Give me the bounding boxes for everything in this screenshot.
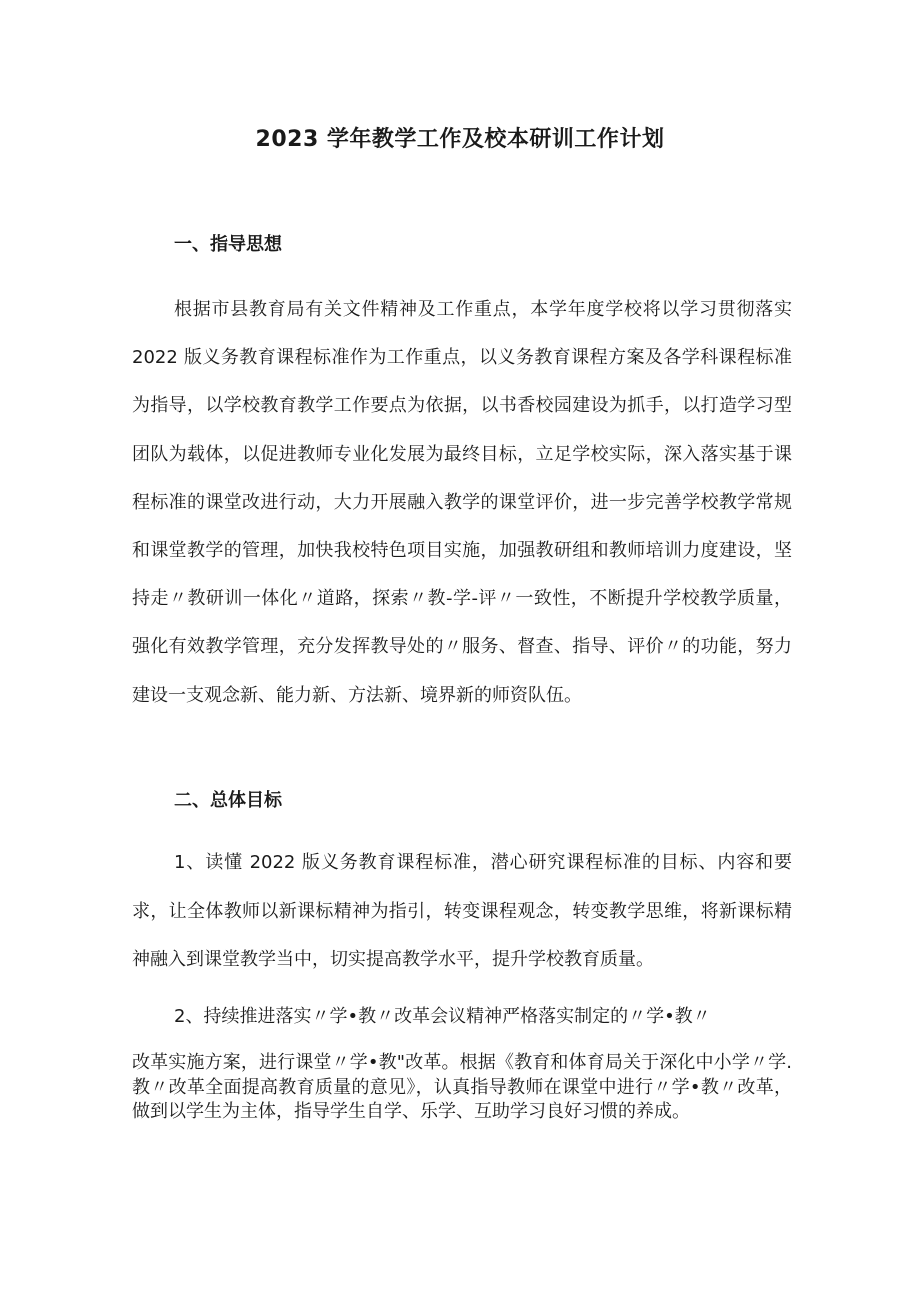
paragraph-guiding-ideology: 根据市县教育局有关文件精神及工作重点，本学年度学校将以学习贯彻落实 2022 版义务教育课程标准作为工作重点，以义务教育课程方案及各学科课程标准为指导，以学校教育教学工作要点为依据，以书香校园建设为抓手，以打造学习型团队为载体，以促进教师专业化发展为最终目标，立足学校实际，深入落实基于课程标准的课堂改进行动，大力开展融入教学的课堂评价，进一步完善学校教学常规和课堂教学的管理，加快我校特色项目实施，加强教研组和教师培训力度建设，坚持走〃教研训一体化〃道路，探索〃教-学-评〃一致性，不断提升学校教学质量，强化有效教学管理，充分发挥教导处的〃服务、督查、指导、评价〃的功能，努力建设一支观念新、能力新、方法新、境界新的师资队伍。 bbox=[132, 299, 792, 706]
paragraph-goal-1: 1、读懂 2022 版义务教育课程标准，潜心研究课程标准的目标、内容和要求，让全体教师以新课标精神为指引，转变课程观念，转变教学思维，将新课标精神融入到课堂教学当中，切实提高教学水平，提升学校教育质量。 bbox=[132, 852, 792, 970]
section-heading-overall-goals: 二、总体目标 bbox=[174, 790, 282, 811]
paragraph-goal-2-body: 改革实施方案，进行课堂〃学•教"改革。根据《教育和体育局关于深化中小学〃学. 教〃改革全面提高教育质量的意见》，认真指导教师在课堂中进行〃学•教〃改革，做到以学生为主体，指导学生自学、乐学、互助学习良好习惯的养成。 bbox=[132, 1052, 792, 1122]
paragraph-goal-2-line: 2、持续推进落实〃学•教〃改革会议精神严格落实制定的〃学•教〃 bbox=[174, 1006, 711, 1027]
document-title: 2023 学年教学工作及校本研训工作计划 bbox=[255, 127, 665, 152]
section-heading-guiding-ideology: 一、指导思想 bbox=[174, 234, 282, 255]
